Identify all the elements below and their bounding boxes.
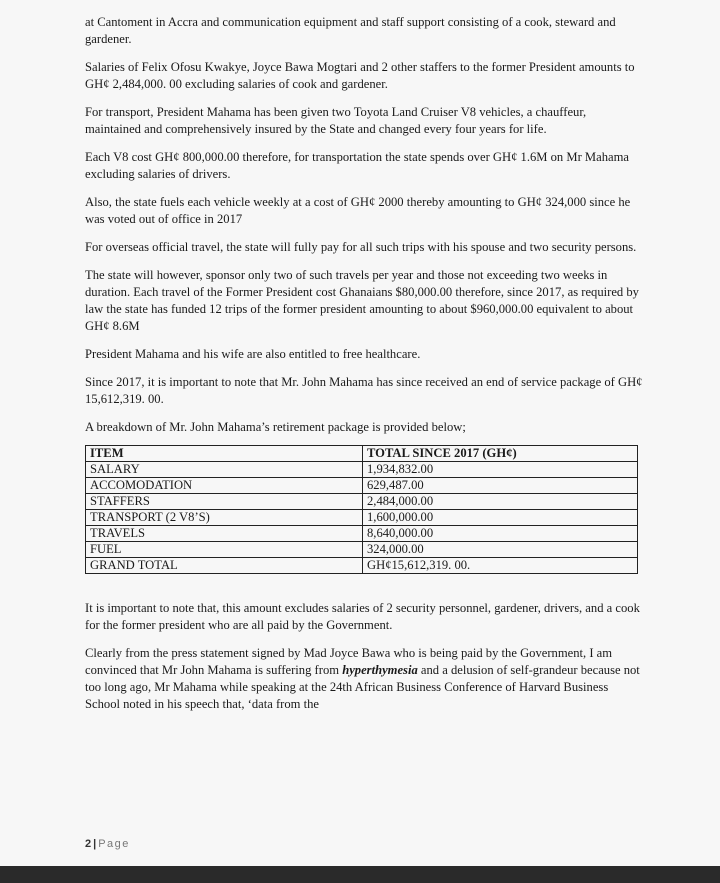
cell-total: 8,640,000.00	[363, 526, 638, 542]
header-item: ITEM	[86, 446, 363, 462]
bottom-bar	[0, 866, 720, 883]
header-total: TOTAL SINCE 2017 (GH¢)	[363, 446, 638, 462]
cell-total: 1,600,000.00	[363, 510, 638, 526]
page-footer	[85, 838, 130, 850]
paragraph: For overseas official travel, the state will fully pay for all such trips with his spouse and two security persons.	[85, 240, 637, 254]
emphasis-term: hyperthymesia	[342, 663, 418, 677]
paragraph	[85, 645, 645, 713]
paragraph: Also, the state fuels each vehicle weekly at a cost of GH¢ 2000 thereby amounting to GH¢ 324,000 since he was voted out of office in 2017	[85, 195, 631, 226]
table-header-row	[86, 446, 638, 462]
paragraph: The state will however, sponsor only two of such travels per year and those not exceeding two weeks in duration. Each travel of the Former President cost Ghanaians $80,000.00 therefore, since 2017, as required by law the state has funded 12 trips of the former president amounting to about $960,000.00 equivalent to about GH¢ 8.6M	[85, 268, 639, 333]
cell-total: 324,000.00	[363, 542, 638, 558]
cell-total: 629,487.00	[363, 478, 638, 494]
paragraph: Each V8 cost GH¢ 800,000.00 therefore, for transportation the state spends over GH¢ 1.6M on Mr Mahama excluding salaries of drivers.	[85, 150, 629, 181]
cell-item: STAFFERS	[86, 494, 363, 510]
cell-item: FUEL	[86, 542, 363, 558]
table-row	[86, 526, 638, 542]
table-row	[86, 462, 638, 478]
cell-item: SALARY	[86, 462, 363, 478]
table-row	[86, 542, 638, 558]
cell-total: GH¢15,612,319. 00.	[363, 558, 638, 574]
paragraph-text: and a delusion of self-grandeur because not too long ago, Mr Mahama while speaking at the 24th African Business Conference of Harvard Business School noted in his speech that, ‘data from the	[85, 663, 640, 711]
cell-item: TRAVELS	[86, 526, 363, 542]
page-number: 2	[85, 838, 92, 850]
cell-item: GRAND TOTAL	[86, 558, 363, 574]
paragraph-text: Clearly from the press statement signed by Mad Joyce Bawa who is being paid by the Government, I am convinced that Mr John Mahama is suffering from	[85, 646, 613, 677]
retirement-package-table	[85, 445, 638, 574]
table-row	[86, 478, 638, 494]
paragraph: It is important to note that, this amount excludes salaries of 2 security personnel, gardener, drivers, and a cook for the former president who are all paid by the Government.	[85, 601, 640, 632]
cell-item: ACCOMODATION	[86, 478, 363, 494]
footer-separator: |	[93, 838, 97, 850]
table-row	[86, 510, 638, 526]
table-row	[86, 494, 638, 510]
cell-item: TRANSPORT (2 V8’S)	[86, 510, 363, 526]
paragraph: A breakdown of Mr. John Mahama’s retirement package is provided below;	[85, 420, 466, 434]
paragraph: Salaries of Felix Ofosu Kwakye, Joyce Bawa Mogtari and 2 other staffers to the former President amounts to GH¢ 2,484,000. 00 excluding salaries of cook and gardener.	[85, 60, 635, 91]
cell-total: 2,484,000.00	[363, 494, 638, 510]
page-content	[85, 14, 645, 724]
paragraph: For transport, President Mahama has been given two Toyota Land Cruiser V8 vehicles, a chauffeur, maintained and comprehensively insured by the State and changed every four years for life.	[85, 105, 587, 136]
paragraph: President Mahama and his wife are also entitled to free healthcare.	[85, 347, 421, 361]
page-label: Page	[98, 838, 130, 850]
table-row-grand-total	[86, 558, 638, 574]
paragraph: at Cantoment in Accra and communication equipment and staff support consisting of a cook, steward and gardener.	[85, 15, 616, 46]
paragraph: Since 2017, it is important to note that Mr. John Mahama has since received an end of service package of GH¢ 15,612,319. 00.	[85, 375, 643, 406]
cell-total: 1,934,832.00	[363, 462, 638, 478]
